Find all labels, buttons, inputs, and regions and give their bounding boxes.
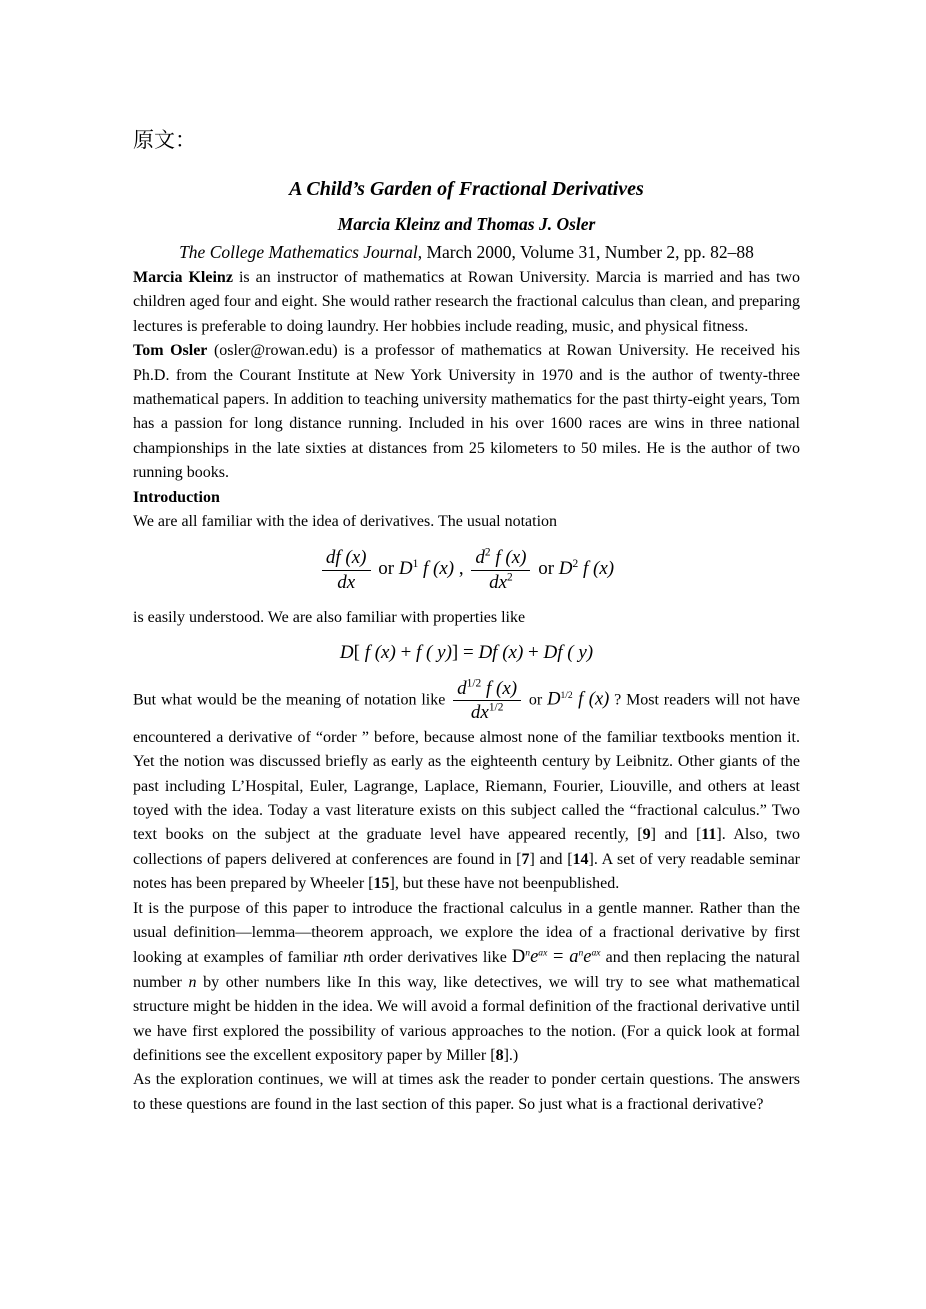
- bio-kleinz: Marcia Kleinz is an instructor of mathematics at Rowan University. Marcia is married and has two children aged four and eight. She would rather research the fractional calculus than clean, and preparing lectures is preferable to doing laundry. Her hobbies include reading, music, and physical fitness.: [133, 269, 800, 335]
- fraction: $\frac{df (x)}{dx}$: [322, 547, 371, 593]
- para-half-order-question: But what would be the meaning of notation like $\frac{d^{1/2} f (x)}{dx^{1/2}}$ or $D^{1/2}$ f (x) ? Most readers will not have encountered a derivative of “order ” before, because almost none of the familiar textbooks mention it. Yet the notion was discussed briefly as early as the eighteenth century by Leibnitz. Other giants of the past including L’Hospital, Euler, Lagrange, Laplace, Riemann, Fourier, Liouville, and others at least toyed with the idea. Today a vast literature exists on this subject called the “fractional calculus.” Two text books on the subject at the graduate level have appeared recently, [9] and [11]. Also, two collections of papers delivered at conferences are found in [7] and [14]. A set of very readable seminar notes has been prepared by Wheeler [15], but these have not beenpublished.: [133, 677, 801, 893]
- bio-osler: Tom Osler (osler@rowan.edu) is a professor of mathematics at Rowan University. He received his Ph.D. from the Courant Institute at New York University in 1970 and is the author of twenty-three mathematical papers. In addition to teaching university mathematics for the past thirty-eight years, Tom has a passion for long distance running. Included in his over 1600 races are wins in three national championships in the late sixties at distances from 25 kilometers to 50 miles. He is the author of two running books.: [133, 342, 800, 482]
- fraction: $\frac{d^{1/2} f (x)}{dx^{1/2}}$: [453, 678, 521, 724]
- paper-authors: Marcia Kleinz and Thomas J. Osler: [337, 214, 596, 234]
- formula-first-second-derivatives: $\frac{df (x)}{dx}$ or $D^1$ f (x) , $\frac{d^2 f (x)}{dx^2}$ or $D^2$ f (x): [133, 545, 800, 595]
- para-easily-understood: is easily understood. We are also familiar with properties like: [133, 609, 526, 626]
- section-heading-introduction: Introduction: [133, 488, 220, 506]
- journal-issue-info: , March 2000, Volume 31, Number 2, pp. 82–88: [417, 242, 754, 262]
- para-exploration: As the exploration continues, we will at times ask the reader to ponder certain questions. The answers to these questions are found in the last section of this paper. So just what is a fractional derivative?: [133, 1071, 800, 1113]
- para-purpose: It is the purpose of this paper to introduce the fractional calculus in a gentle manner. Rather than the usual definition—lemma—theorem approach, we explore the idea of a fractional derivative by first looking at examples of familiar nth order derivatives like $D^ne^{ax} = a^ne^{ax}$ and then replacing the natural number n by other numbers like In this way, like detectives, we will try to see what mathematical structure might be hidden in the idea. We will avoid a formal definition of the fractional derivative until we have first explored the possibility of various approaches to the notion. (For a quick look at formal definitions see the excellent expository paper by Miller [8].): [133, 899, 801, 1064]
- journal-name: The College Mathematics Journal: [179, 242, 418, 262]
- original-text-label: 原文：: [133, 129, 196, 152]
- para-usual-notation: We are all familiar with the idea of derivatives. The usual notation: [133, 513, 558, 531]
- document-body: [133, 266, 800, 1117]
- journal-citation: [133, 241, 800, 264]
- formula-linearity: D[ f (x) + f ( y)] = Df (x) + Df ( y): [339, 642, 594, 664]
- fraction: $\frac{d^2 f (x)}{dx^2}$: [471, 547, 530, 593]
- paper-title: A Child’s Garden of Fractional Derivatives: [289, 178, 644, 200]
